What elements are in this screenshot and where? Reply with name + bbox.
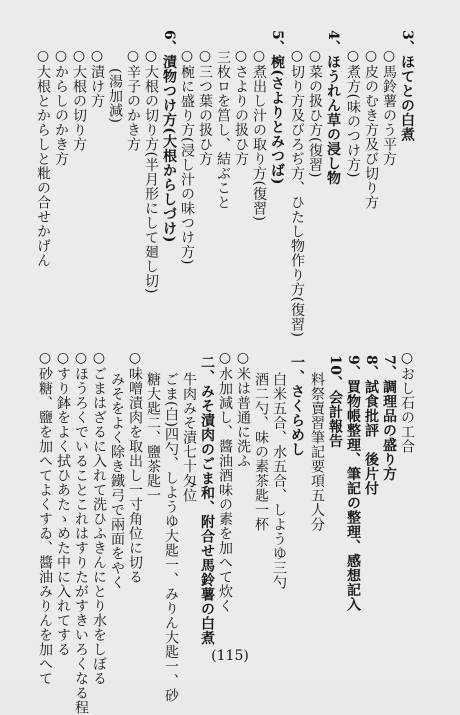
text-column: ○ほうろくでいることこれはすりたがすきいろくなる程 (73, 350, 89, 715)
text-column: ごま(白)四勺、しようゆ大匙一、みりん大匙一、砂 (163, 372, 179, 703)
text-column: ○漬け方 (89, 48, 105, 108)
text-column: ○煮出し汁の取り方(復習) (251, 48, 267, 222)
text-column: ○三つ葉の扱ひ方 (197, 48, 213, 166)
text-column: ○切り方及びろぢ方、ひたし物作り方(復習) (289, 48, 305, 338)
text-column: ○からしのかき方 (53, 48, 69, 166)
text-column: 酒二勺、味の素茶匙一杯 (253, 372, 269, 532)
text-column: 一、さくらめし (289, 355, 305, 457)
text-column: 三枚ロを筥し、結ぶこと (215, 50, 231, 210)
text-column: ○ごまはざるに入れて洗ひふきんにとり水をしぼる (91, 350, 107, 686)
text-column: 3、ほてとの白煮 (399, 30, 415, 142)
text-column: ○皮のむき方及び切り方 (363, 48, 379, 210)
text-column: みそをよく除き鐵弓で兩面をやく (109, 372, 125, 590)
text-column: 4、ほうれん草の浸し物 (325, 30, 341, 186)
text-column: ○味噌漬肉を取出し一寸角位に切る (127, 350, 143, 584)
text-column: (湯加減) (107, 68, 123, 124)
text-column: ○米は普通に洗ふ (235, 350, 251, 468)
text-column: ○砂糖、鹽を加へてよくすゐ、醬油みりんを加へて (37, 350, 53, 686)
text-column: ○すり鉢をよく拭ひあたゝめた中に入れてする (55, 350, 71, 657)
page-number: (115) (211, 648, 249, 664)
text-column: ○大根の切り方(半月形にして廻し切) (143, 48, 159, 294)
text-column: ○馬鈴薯のう平方 (381, 48, 397, 166)
text-column: ○椀に盛り方(浸し汁の味つけ方) (179, 48, 195, 265)
text-column: ○辛子のかき方 (125, 48, 141, 152)
text-column: 6、漬物つけ方(大根からしづけ) (161, 30, 177, 243)
text-column: 9、買物帳整理、筆記の整理、感想記入 (345, 355, 361, 612)
text-column: 糖大匙二、鹽茶匙一 (145, 372, 161, 503)
text-column: ○さよりの扱ひ方 (233, 48, 249, 166)
text-column: 7、調理品の盛り方 (381, 355, 397, 482)
text-column: ○水加減し、醬油酒味の素を加へて炊く (217, 350, 233, 613)
text-column: 料祭賣習筆記要項五人分 (309, 372, 325, 532)
text-column: 白米五合、水五合、しようゆ三勺 (271, 372, 287, 590)
text-column: 8、試食批評 後片付 (363, 355, 379, 496)
text-column: 10、会計報告 (327, 355, 343, 448)
text-column: ○煮方(味のつけ方) (345, 48, 361, 178)
text-column: ○大根の切り方 (71, 48, 87, 152)
text-column: 牛肉みそ漬七十匁位 (181, 372, 197, 503)
text-column: ○菜の扱ひ方(復習) (307, 48, 323, 178)
text-column: 二、みそ漬肉のごま和、附合せ馬鈴薯の白煮 (199, 355, 215, 645)
text-column: 5、椀(さよりとみつば) (269, 30, 285, 185)
text-column: ○おし石の工合 (399, 350, 415, 454)
text-column: ○大根とからしと粃の合せかげん (35, 48, 51, 268)
